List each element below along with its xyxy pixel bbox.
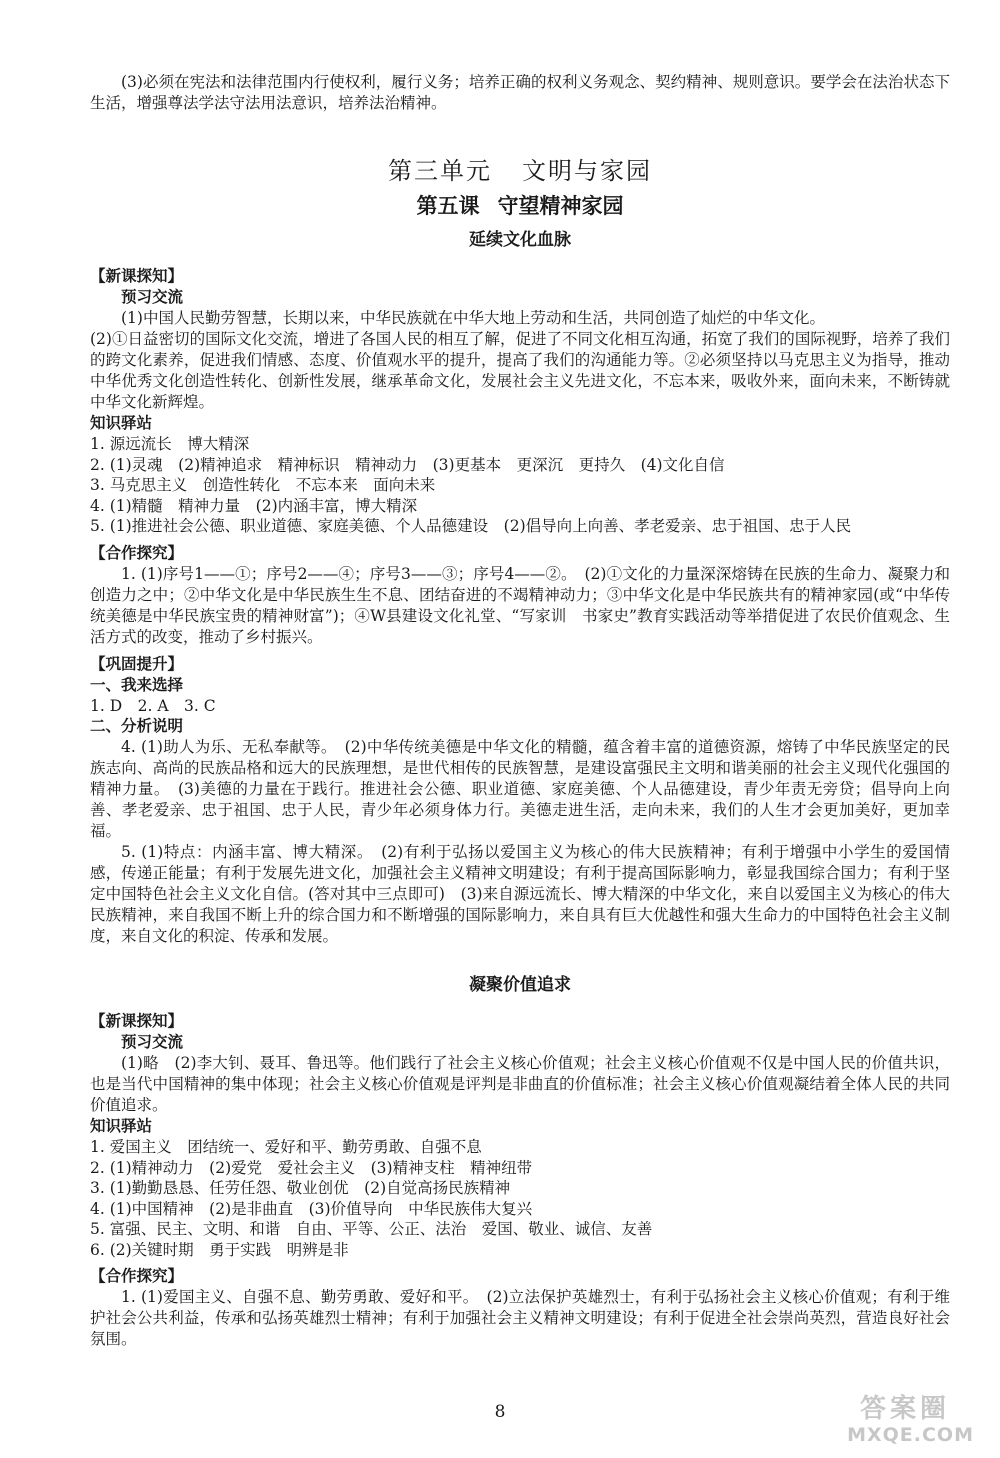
watermark-text: 答案圈	[859, 1394, 950, 1424]
knowledge-item: 4. (1)中国精神 (2)是非曲直 (3)价值导向 中华民族伟大复兴	[90, 1199, 533, 1218]
preview-paragraph-1a: (1)中国人民勤劳智慧，长期以来，中华民族就在中华大地上劳动和生活，共同创造了灿烂的中华文化。	[121, 309, 825, 327]
section-title-2: 凝聚价值追求	[469, 975, 571, 995]
knowledge-item: 4. (1)精髓 精神力量 (2)内涵丰富，博大精深	[90, 496, 418, 515]
knowledge-item: 2. (1)精神动力 (2)爱党 爱社会主义 (3)精神支柱 精神纽带	[90, 1158, 533, 1177]
unit-number: 第三单元	[388, 157, 492, 185]
tag-cooperation-1: 【合作探究】	[90, 543, 184, 562]
unit-title	[90, 156, 950, 186]
top-paragraph: (3)必须在宪法和法律范围内行使权利，履行义务；培养正确的权利义务观念、契约精神、规则意识。要学会在法治状态下生活，增强尊法学法守法用法意识，培养法治精神。	[90, 73, 950, 112]
knowledge-item: 6. (2)关键时期 勇于实践 明辨是非	[90, 1240, 349, 1259]
document-page	[90, 72, 950, 1350]
preview-heading-1: 预习交流	[121, 288, 184, 306]
knowledge-heading-2: 知识驿站	[90, 1117, 153, 1135]
tag-new-lesson-2: 【新课探知】	[90, 1012, 184, 1030]
preview-heading-2: 预习交流	[121, 1033, 184, 1051]
knowledge-item: 3. (1)勤勤恳恳、任劳任怨、敬业创优 (2)自觉高扬民族精神	[90, 1179, 511, 1197]
preview-paragraph-1b: (2)①日益密切的国际文化交流，增进了各国人民的相互了解，促进了不同文化相互沟通，拓宽了我们的国际视野，培养了我们的跨文化素养，促进我们情感、态度、价值观水平的提升，提高了我们的沟通能力等。②必须坚持以马克思主义为指导，推动中华优秀文化创造性转化、创新性发展，继承革命文化，发展社会主义先进文化，不忘本来，吸收外来，面向未来，不断铸就中华文化新辉煌。	[90, 330, 950, 411]
knowledge-item: 5. (1)推进社会公德、职业道德、家庭美德、个人品德建设 (2)倡导向上向善、孝老爱亲、忠于祖国、忠于人民	[90, 517, 852, 535]
cooperation-paragraph-1: 1. (1)序号1——①；序号2——④；序号3——③；序号4——②。 (2)①文化的力量深深熔铸在民族的生命力、凝聚力和创造力之中；②中华文化是中华民族生生不息、团结奋进的不竭精神动力；③中华文化是中华民族共有的精神家园(或“中华传统美德是中华民族宝贵的精神财富”)；④W县建设文化礼堂、“写家训 书家史”教育实践活动等举措促进了农民价值观念、生活方式的改变，推动了乡村振兴。	[90, 564, 950, 646]
lesson-title	[90, 192, 950, 220]
analysis-heading: 二、分析说明	[90, 717, 184, 735]
analysis-paragraph-4: 4. (1)助人为乐、无私奉献等。 (2)中华传统美德是中华文化的精髓，蕴含着丰富的道德资源，熔铸了中华民族坚定的民族志向、高尚的民族品格和远大的民族理想，是世代相传的民族智慧，是建设富强民主文明和谐美丽的社会主义现代化强国的精神力量。 (3)美德的力量在于践行。推进社会公德、职业道德、家庭美德、个人品德建设，青少年责无旁贷；倡导向上向善、孝老爱亲、忠于祖国、忠于人民，青少年必须身体力行。美德走进生活，走向未来，我们的人生才会更加美好，更加幸福。	[90, 738, 950, 840]
lesson-number: 第五课	[416, 194, 480, 218]
knowledge-item: 1. 源远流长 博大精深	[90, 435, 250, 453]
lesson-name: 守望精神家园	[497, 194, 624, 218]
knowledge-item: 2. (1)灵魂 (2)精神追求 精神标识 精神动力 (3)更基本 更深沉 更持久 (4)文化自信	[90, 455, 725, 474]
knowledge-item: 5. 富强、民主、文明、和谐 自由、平等、公正、法治 爱国、敬业、诚信、友善	[90, 1220, 653, 1238]
section-title-1: 延续文化血脉	[469, 230, 571, 250]
analysis-paragraph-5: 5. (1)特点：内涵丰富、博大精深。 (2)有利于弘扬以爱国主义为核心的伟大民族精神；有利于增强中小学生的爱国情感，传递正能量；有利于发展先进文化，加强社会主义精神文明建设；有利于提高国际影响力，彰显我国综合国力；有利于坚定中国特色社会主义文化自信。(答对其中三点即可) (3)来自源远流长、博大精深的中华文化，来自以爱国主义为核心的伟大民族精神，来自我国不断上升的综合国力和不断增强的国际影响力，来自具有巨大优越性和强大生命力的中国特色社会主义制度，来自文化的积淀、传承和发展。	[90, 843, 950, 945]
choice-heading: 一、我来选择	[90, 675, 184, 694]
tag-new-lesson-1: 【新课探知】	[90, 267, 184, 285]
knowledge-heading-1: 知识驿站	[90, 414, 153, 432]
tag-cooperation-2: 【合作探究】	[90, 1267, 184, 1285]
cooperation-paragraph-2: 1. (1)爱国主义、自强不息、勤劳勇敢、爱好和平。 (2)立法保护英雄烈士，有利于弘扬社会主义核心价值观；有利于维护社会公共利益，传承和弘扬英雄烈士精神；有利于加强社会主义精神文明建设；有利于促进全社会崇尚英烈，营造良好社会氛围。	[90, 1288, 950, 1348]
choice-answers: 1. D 2. A 3. C	[90, 696, 216, 715]
watermark-logo	[788, 1388, 978, 1450]
unit-name: 文明与家园	[522, 157, 652, 185]
tag-consolidate: 【巩固提升】	[90, 654, 184, 673]
preview-paragraph-2: (1)略 (2)李大钊、聂耳、鲁迅等。他们践行了社会主义核心价值观；社会主义核心价值观不仅是中国人民的价值共识，也是当代中国精神的集中体现；社会主义核心价值观是评判是非曲直的价值标准；社会主义核心价值观凝结着全体人民的共同价值追求。	[90, 1054, 950, 1114]
page-number: 8	[494, 1402, 506, 1422]
knowledge-item: 3. 马克思主义 创造性转化 不忘本来 面向未来	[90, 476, 436, 494]
knowledge-item: 1. 爱国主义 团结统一、爱好和平、勤劳勇敢、自强不息	[90, 1138, 482, 1156]
watermark-url: MXQE.COM	[847, 1424, 974, 1446]
